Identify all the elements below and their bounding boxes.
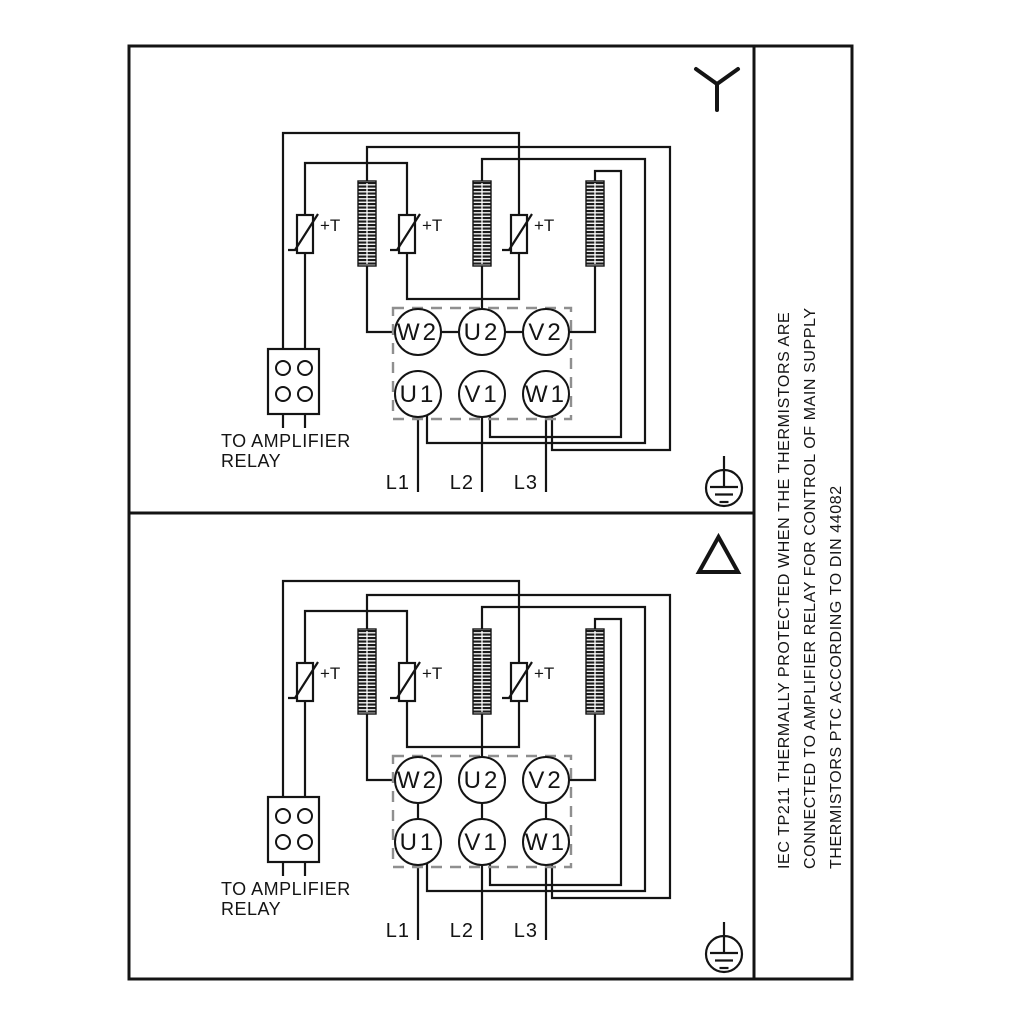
relay-connector-box: [268, 349, 319, 414]
supply-label-l1: L1: [385, 920, 410, 942]
supply-label-l2: L2: [449, 920, 474, 942]
side-note-line3: THERMISTORS PTC ACCORDING TO DIN 44082: [828, 485, 845, 869]
supply-label-l3: L3: [513, 472, 538, 494]
relay-connector-box: [268, 797, 319, 862]
side-note-line1: IEC TP211 THERMALLY PROTECTED WHEN THE THERMISTORS ARE: [776, 311, 793, 869]
relay-terminal: [298, 835, 312, 849]
terminal-u2-label: U2: [463, 319, 501, 346]
terminal-w2-label: W2: [397, 767, 439, 794]
relay-terminal: [298, 361, 312, 375]
terminal-v1-label: V1: [464, 829, 500, 856]
terminal-v2-label: V2: [528, 319, 564, 346]
thermistor-label: +T: [422, 216, 443, 235]
relay-caption-line2: RELAY: [221, 451, 282, 471]
relay-caption-line1: TO AMPLIFIER: [221, 879, 351, 899]
thermistor-label: +T: [422, 664, 443, 683]
relay-terminal: [276, 361, 290, 375]
supply-label-l3: L3: [513, 920, 538, 942]
terminal-w1-label: W1: [525, 381, 567, 408]
relay-caption-line2: RELAY: [221, 899, 282, 919]
terminal-w2-label: W2: [397, 319, 439, 346]
terminal-u2-label: U2: [463, 767, 501, 794]
terminal-w1-label: W1: [525, 829, 567, 856]
supply-label-l1: L1: [385, 472, 410, 494]
thermistor-label: +T: [534, 664, 555, 683]
thermistor-label: +T: [320, 216, 341, 235]
relay-caption-line1: TO AMPLIFIER: [221, 431, 351, 451]
relay-terminal: [298, 809, 312, 823]
relay-terminal: [276, 387, 290, 401]
terminal-v2-label: V2: [528, 767, 564, 794]
relay-terminal: [298, 387, 312, 401]
terminal-v1-label: V1: [464, 381, 500, 408]
thermistor-label: +T: [534, 216, 555, 235]
terminal-u1-label: U1: [399, 829, 437, 856]
side-note-line2: CONNECTED TO AMPLIFIER RELAY FOR CONTROL OF MAIN SUPPLY: [802, 307, 819, 869]
thermistor-label: +T: [320, 664, 341, 683]
supply-label-l2: L2: [449, 472, 474, 494]
relay-terminal: [276, 835, 290, 849]
terminal-u1-label: U1: [399, 381, 437, 408]
relay-terminal: [276, 809, 290, 823]
